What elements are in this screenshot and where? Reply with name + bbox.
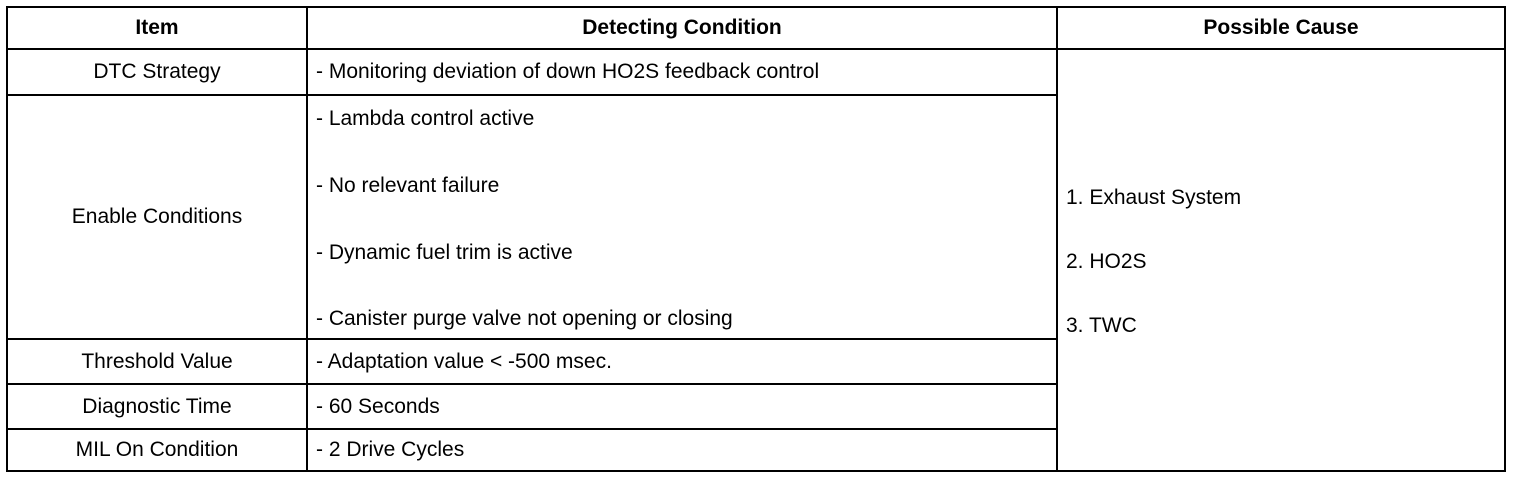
header-item: Item (135, 16, 179, 39)
condition-mil-on: - 2 Drive Cycles (316, 438, 465, 461)
cause-exhaust-system: 1. Exhaust System (1066, 186, 1242, 209)
condition-diagnostic-time: - 60 Seconds (316, 394, 440, 418)
column-divider (1056, 8, 1058, 470)
item-mil-on-condition: MIL On Condition (75, 438, 239, 461)
item-threshold-value: Threshold Value (81, 349, 233, 373)
condition-dtc-strategy: - Monitoring deviation of down HO2S feedback control (316, 60, 820, 83)
condition-dynamic-fuel-trim: - Dynamic fuel trim is active (316, 241, 573, 264)
condition-canister-purge: - Canister purge valve not opening or closing (316, 307, 733, 330)
header-detecting-condition: Detecting Condition (582, 16, 782, 39)
item-diagnostic-time: Diagnostic Time (82, 394, 232, 418)
dtc-table (6, 6, 1506, 472)
possible-cause-list (1066, 186, 1241, 378)
cause-twc: 3. TWC (1066, 314, 1137, 337)
condition-no-failure: - No relevant failure (316, 174, 500, 197)
condition-threshold-value: - Adaptation value < -500 msec. (316, 349, 612, 373)
item-enable-conditions: Enable Conditions (71, 205, 243, 228)
item-dtc-strategy: DTC Strategy (93, 60, 221, 83)
cause-ho2s: 2. HO2S (1066, 250, 1147, 273)
header-possible-cause: Possible Cause (1203, 16, 1359, 39)
condition-lambda-control: - Lambda control active (316, 107, 535, 130)
